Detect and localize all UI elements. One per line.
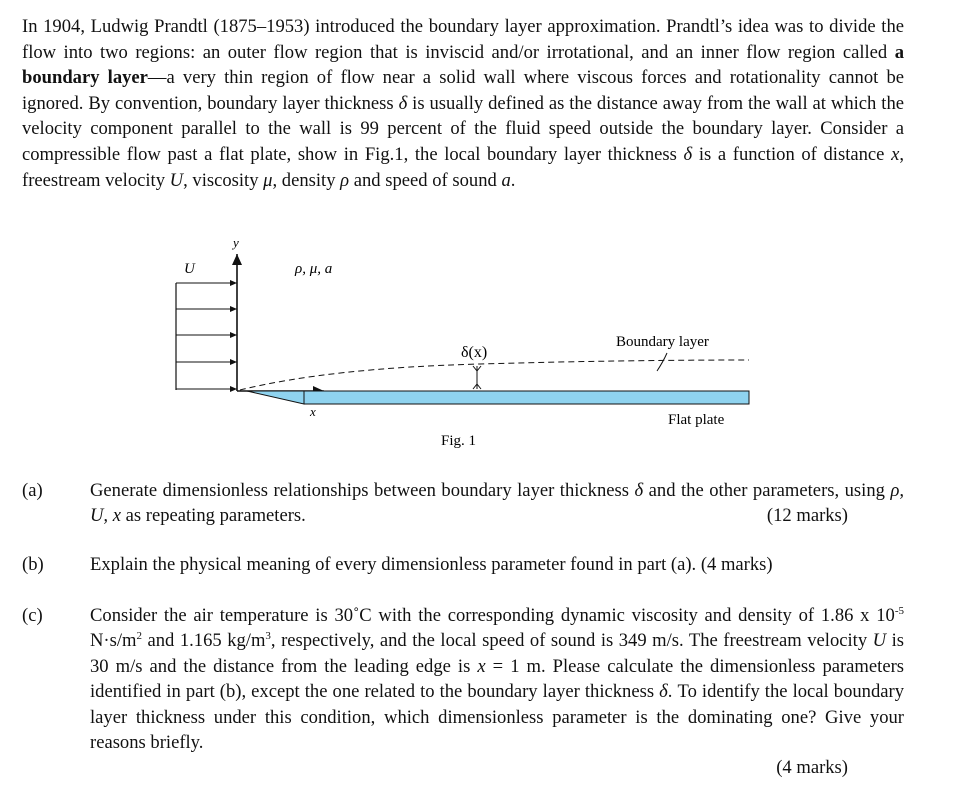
- velocity-arrows: [176, 283, 237, 389]
- boundary-layer-leader: [657, 353, 667, 371]
- figure-caption: Fig. 1: [441, 433, 477, 449]
- plate-leading-edge: [247, 391, 304, 404]
- question-a-marks: (12 marks): [766, 505, 848, 527]
- question-b-label: (b): [22, 554, 44, 575]
- label-fluid-properties: ρ, μ, a: [295, 261, 333, 277]
- intro-paragraph: In 1904, Ludwig Prandtl (1875–1953) introduced the boundary layer approximation. Prandtl’s idea was to divide the flow into two regions: an outer flow region that is inviscid and/or irrotational, and an inner flow region called a boundary layer—a very thin region of flow near a solid wall where viscous forces and rotationality cannot be ignored. By convention, boundary layer thickness δ is usually defined as the distance away from the wall at which the velocity component parallel to the wall is 99 percent of the fluid speed outside the boundary layer. Consider a compressible flow past a flat plate, show in Fig.1, the local boundary layer thickness δ is a function of distance x, freestream velocity U, viscosity μ, density ρ and speed of sound a.: [22, 16, 904, 191]
- question-a-label: (a): [22, 480, 43, 501]
- question-a-text: Generate dimensionless relationships between boundary layer thickness δ and the other parameters, using ρ, U, x as repeating parameters. (12 marks): [90, 478, 904, 529]
- boundary-layer-edge: [240, 360, 749, 390]
- question-c-text: Consider the air temperature is 30˚C with the corresponding dynamic viscosity and density of 1.86 x $10^{-5}$ $N\cdot s/m^2$ and 1.165 $kg/m^3$, respectively, and the local speed of sound is 349 m/s. The freestream velocity U is 30 m/s and the distance from the leading edge is x = 1 m. Please calculate the dimensionless parameters identified in part (b), except the one related to the boundary layer thickness δ. To identify the local boundary layer thickness under this condition, which dimensionless parameter is the dominating one? Give your reasons briefly. (4 marks): [90, 603, 904, 781]
- label-delta-x: δ(x): [461, 344, 488, 361]
- label-y: y: [233, 235, 239, 250]
- question-c-label: (c): [22, 605, 43, 626]
- label-x: x: [310, 404, 316, 419]
- bold-term: a boundary layer: [22, 41, 904, 89]
- flat-plate: [304, 391, 749, 404]
- label-flat-plate: Flat plate: [668, 412, 725, 428]
- label-boundary-layer: Boundary layer: [616, 334, 709, 350]
- question-b-text: Explain the physical meaning of every dimensionless parameter found in part (a). (4 marks): [90, 554, 773, 575]
- label-U: U: [184, 261, 195, 277]
- delta-thickness-indicator: [473, 366, 481, 389]
- question-c-marks: (4 marks): [776, 757, 848, 779]
